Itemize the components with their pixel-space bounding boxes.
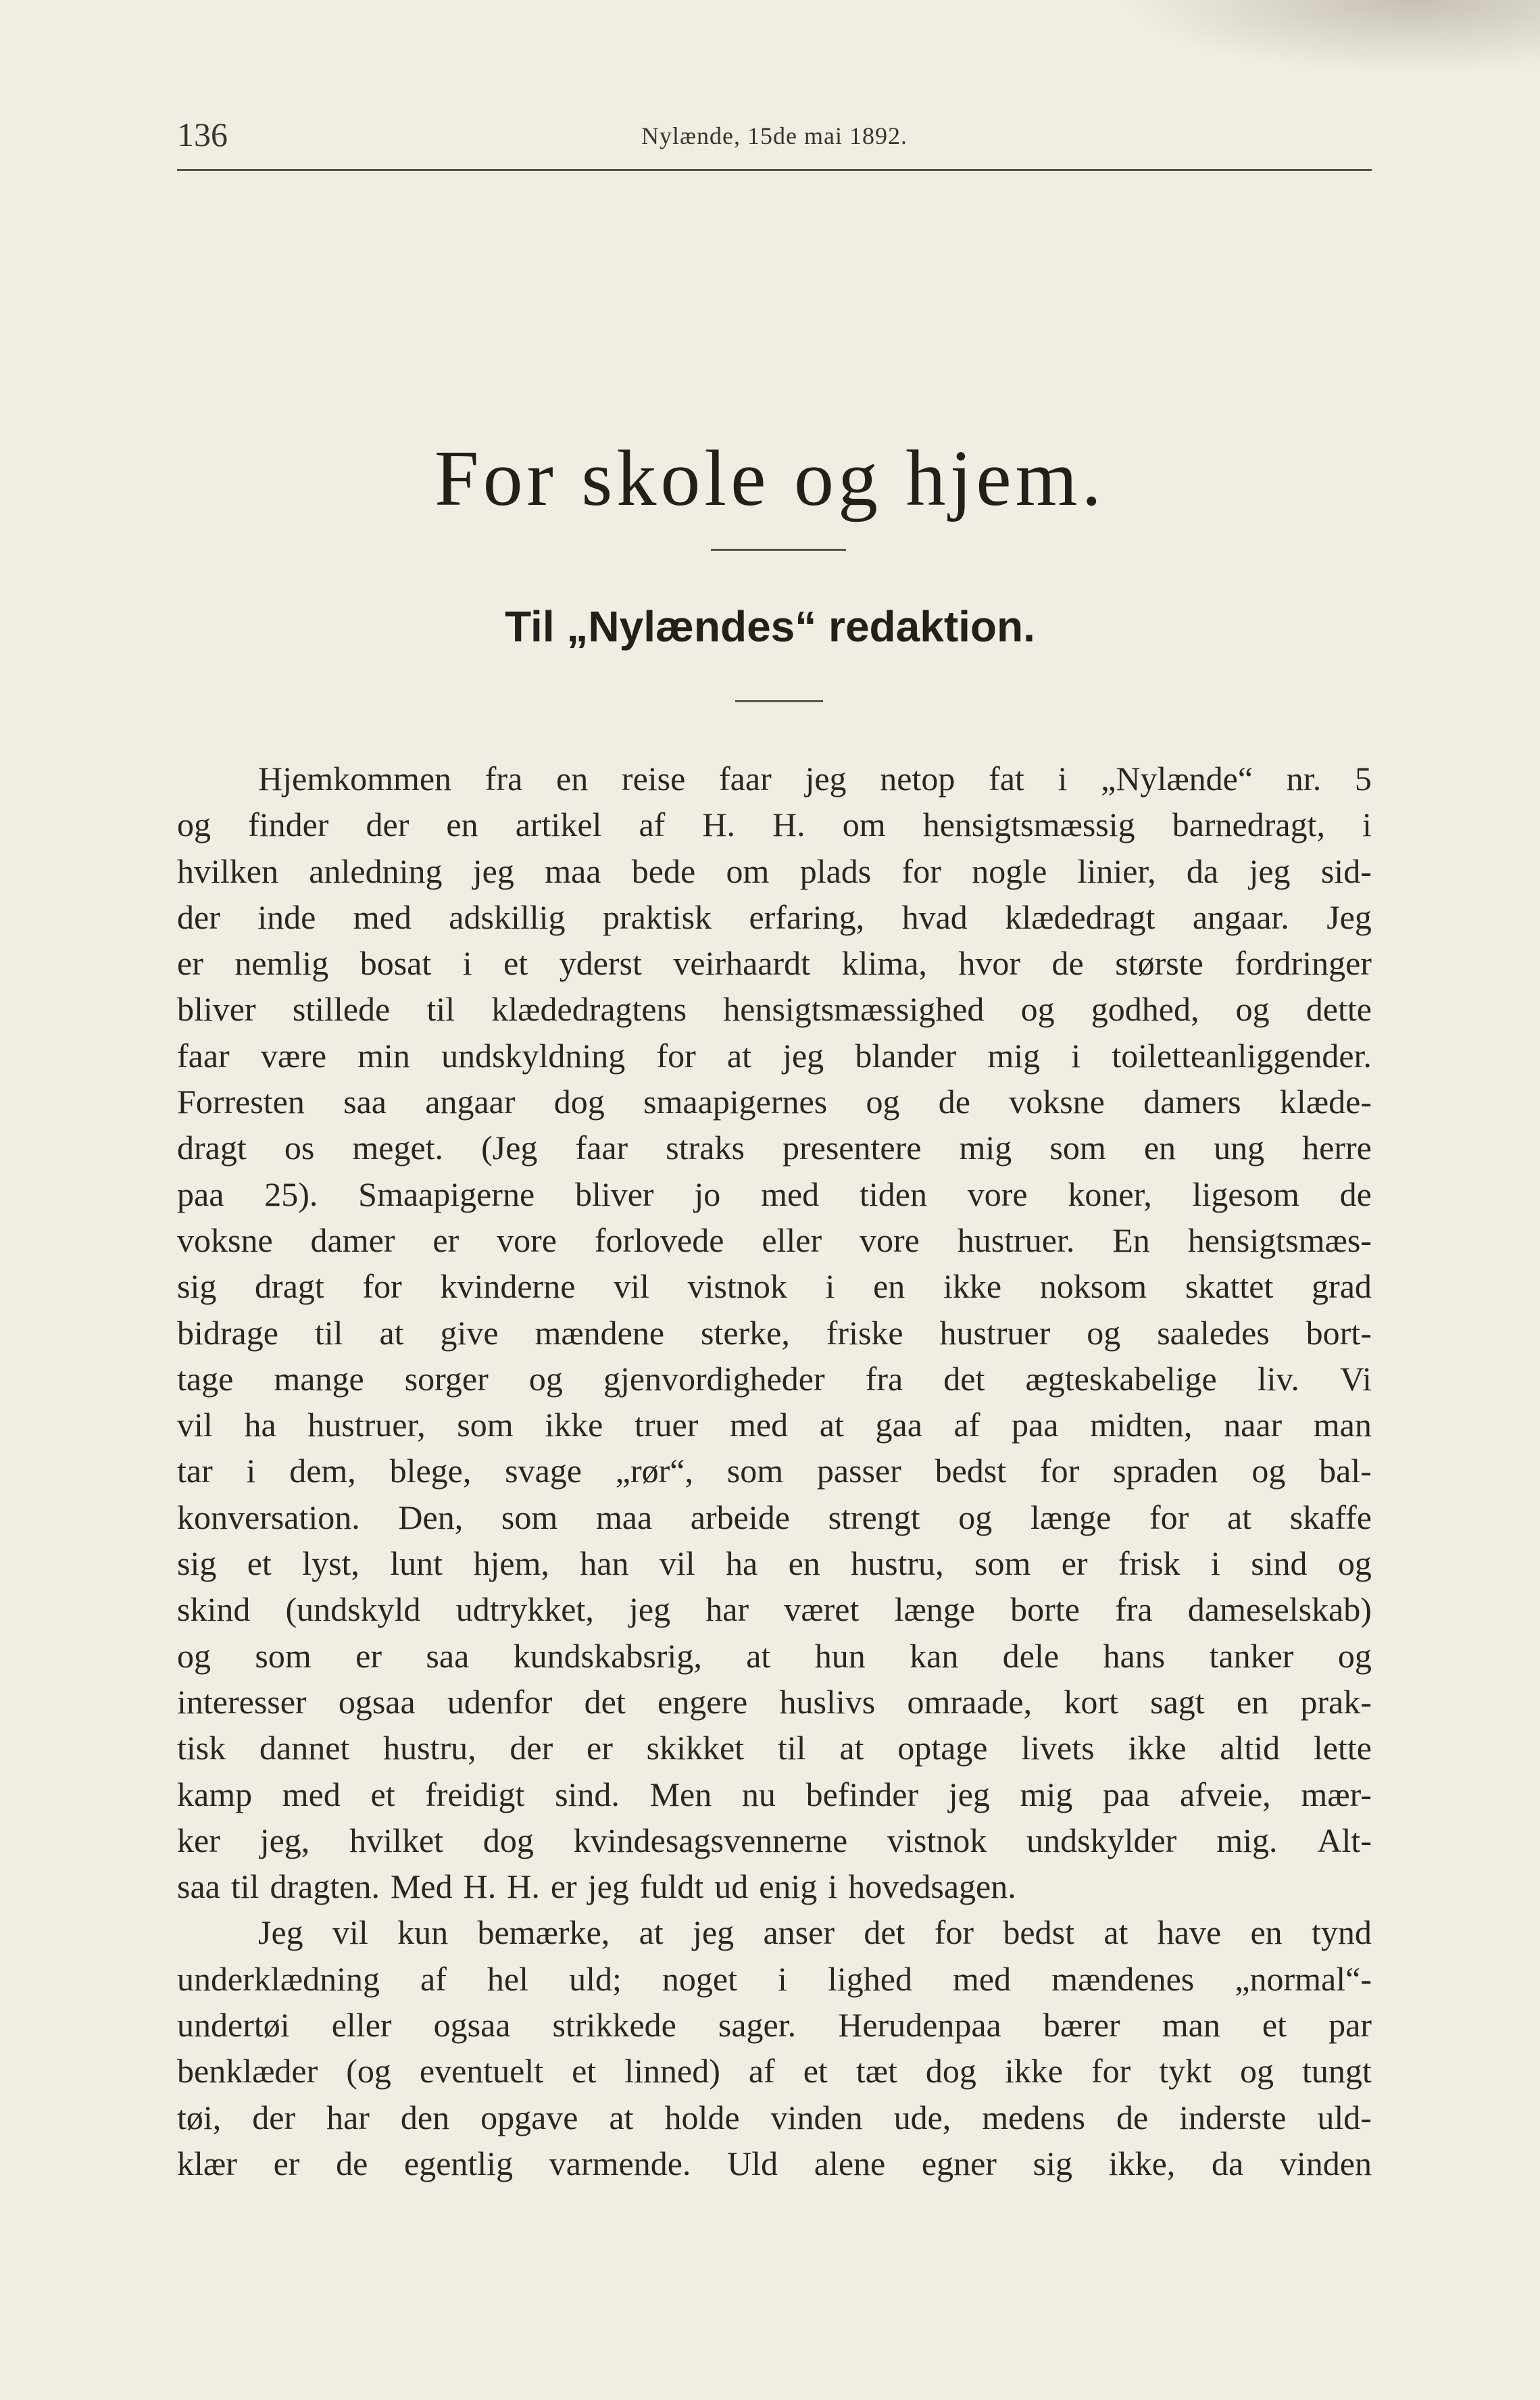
text-line: dragt os meget. (Jeg faar straks presentere mig som en ung herre [177, 1129, 1372, 1167]
text-line: er nemlig bosat i et yderst veirhaardt klima, hvor de største fordringer [177, 944, 1372, 983]
text-line: faar være min undskyldning for at jeg blander mig i toiletteanliggender. [177, 1036, 1372, 1075]
text-line: og som er saa kundskabsrig, at hun kan dele hans tanker og [177, 1636, 1372, 1675]
text-line: og finder der en artikel af H. H. om hensigtsmæssig barnedragt, i [177, 806, 1372, 844]
text-line: underklædning af hel uld; noget i lighed med mændenes „normal“- [177, 1959, 1372, 1998]
text-line: bidrage til at give mændene sterke, friske hustruer og saaledes bort- [177, 1313, 1372, 1352]
section-title: For skole og hjem. [434, 434, 1106, 522]
text-line: tage mange sorger og gjenvordigheder fra det ægteskabelige liv. Vi [177, 1359, 1372, 1398]
text-line: undertøi eller ogsaa strikkede sager. Herudenpaa bærer man et par [177, 2006, 1372, 2044]
text-line: benklæder (og eventuelt et linned) af et tæt dog ikke for tykt og tungt [177, 2052, 1372, 2090]
page-header [177, 115, 1372, 171]
text-line: Forresten saa angaar dog smaapigernes og de voksne damers klæde- [177, 1083, 1372, 1121]
text-line: saa til dragten. Med H. H. er jeg fuldt ud enig i hovedsagen. [177, 1867, 1016, 1906]
text-line: skind (undskyld udtrykket, jeg har været længe borte fra dameselskab) [177, 1590, 1372, 1629]
text-line: tøi, der har den opgave at holde vinden ude, medens de inderste uld- [177, 2098, 1372, 2136]
text-line: bliver stillede til klædedragtens hensigtsmæssighed og godhed, og dette [177, 990, 1372, 1029]
ornament-rule [711, 549, 846, 551]
text-line: Hjemkommen fra en reise faar jeg netop fat i „Nylænde“ nr. 5 [258, 760, 1372, 798]
text-line: paa 25). Smaapigerne bliver jo med tiden vore koner, ligesom de [177, 1175, 1372, 1213]
text-line: klær er de egentlig varmende. Uld alene egner sig ikke, da vinden [177, 2144, 1372, 2182]
text-line: der inde med adskillig praktisk erfaring, hvad klædedragt angaar. Jeg [177, 898, 1372, 936]
text-line: sig dragt for kvinderne vil vistnok i en ikke noksom skattet grad [177, 1267, 1372, 1306]
article-body [177, 756, 1372, 2186]
text-line: ker jeg, hvilket dog kvindesagsvennerne vistnok undskylder mig. Alt- [177, 1821, 1372, 1859]
running-head: Nylænde, 15de mai 1892. [641, 122, 908, 149]
text-line: interesser ogsaa udenfor det engere huslivs omraade, kort sagt en prak- [177, 1682, 1372, 1721]
text-line: kamp med et freidigt sind. Men nu befinder jeg mig paa afveie, mær- [177, 1775, 1372, 1813]
page-number: 136 [177, 116, 228, 153]
article-title: Til „Nylændes“ redaktion. [505, 602, 1035, 651]
text-line: voksne damer er vore forlovede eller vore hustruer. En hensigtsmæs- [177, 1221, 1372, 1259]
paper-stain [1121, 0, 1540, 74]
text-line: hvilken anledning jeg maa bede om plads for nogle linier, da jeg sid- [177, 852, 1372, 890]
text-line: vil ha hustruer, som ikke truer med at gaa af paa midten, naar man [177, 1406, 1372, 1444]
text-line: Jeg vil kun bemærke, at jeg anser det for bedst at have en tynd [258, 1913, 1372, 1952]
separator-rule [735, 700, 823, 702]
text-line: tisk dannet hustru, der er skikket til at optage livets ikke altid lette [177, 1729, 1372, 1767]
text-line: konversation. Den, som maa arbeide strengt og længe for at skaffe [177, 1498, 1372, 1536]
text-line: sig et lyst, lunt hjem, han vil ha en hustru, som er frisk i sind og [177, 1544, 1372, 1583]
text-line: tar i dem, blege, svage „rør“, som passer bedst for spraden og bal- [177, 1452, 1372, 1490]
